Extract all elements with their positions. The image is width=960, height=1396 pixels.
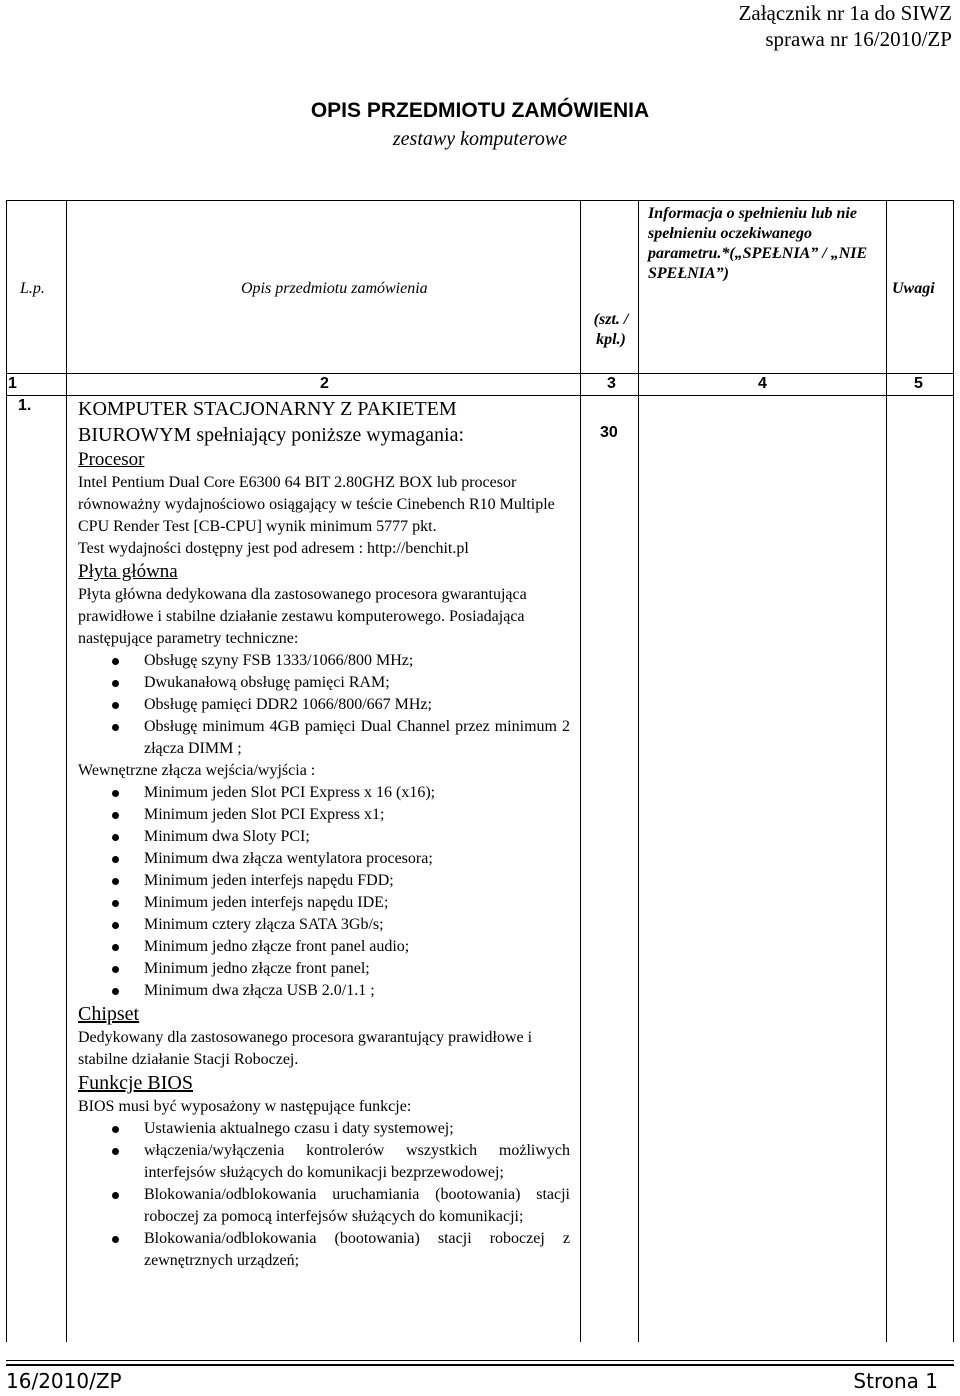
- list-item: Minimum dwa Sloty PCI;: [78, 826, 570, 848]
- list-item: Minimum jeden interfejs napędu IDE;: [78, 892, 570, 914]
- bullet-icon: [112, 878, 119, 885]
- list-item: Minimum jeden Slot PCI Express x 16 (x16);: [78, 782, 570, 804]
- table-border-right: [953, 200, 954, 1342]
- column-header-compliance: Informacja o spełnieniu lub nie spełnieniu oczekiwanego parametru.*(„SPEŁNIA” / „NIE SPEŁNIA”): [648, 205, 868, 282]
- list-item: Minimum jedno złącze front panel audio;: [78, 936, 570, 958]
- list-item: Minimum dwa złącza wentylatora procesora;: [78, 848, 570, 870]
- column-header-lp: L.p.: [20, 280, 45, 297]
- column-number-1: 1: [8, 375, 17, 392]
- list-item: Minimum jeden interfejs napędu FDD;: [78, 870, 570, 892]
- column-number-3: 3: [607, 375, 616, 392]
- item-title: KOMPUTER STACJONARNY Z PAKIETEM BIUROWYM spełniający poniższe wymagania:: [78, 398, 465, 446]
- list-item: Minimum dwa złącza USB 2.0/1.1 ;: [78, 980, 570, 1002]
- column-number-2: 2: [320, 375, 329, 392]
- section-heading-plyta: Płyta główna: [78, 561, 178, 582]
- list-item: Minimum jedno złącze front panel;: [78, 958, 570, 980]
- table-header-line: [6, 373, 954, 374]
- bullet-icon: [112, 1126, 119, 1133]
- section-heading-procesor: Procesor: [78, 449, 145, 470]
- section-heading-bios: Funkcje BIOS: [78, 1072, 193, 1094]
- list-item: Minimum cztery złącza SATA 3Gb/s;: [78, 914, 570, 936]
- bullet-icon: [112, 966, 119, 973]
- column-number-5: 5: [914, 375, 923, 392]
- procesor-test: Test wydajności dostępny jest pod adresem : http://benchit.pl: [78, 540, 469, 557]
- bios-intro: BIOS musi być wyposażony w następujące funkcje:: [78, 1098, 412, 1115]
- bullet-icon: [112, 988, 119, 995]
- bullet-icon: [112, 812, 119, 819]
- bullet-icon: [112, 1236, 119, 1243]
- list-item: Obsługę pamięci DDR2 1066/800/667 MHz;: [78, 694, 570, 716]
- chipset-text: Dedykowany dla zastosowanego procesora gwarantujący prawidłowe i stabilne działanie Stacji Roboczej.: [78, 1029, 533, 1068]
- bullet-icon: [112, 1192, 119, 1199]
- io-list: [78, 782, 570, 1002]
- list-item: Blokowania/odblokowania uruchamiania (bootowania) stacji roboczej za pomocą interfejsów służących do komunikacji;: [78, 1184, 570, 1228]
- bullet-icon: [112, 900, 119, 907]
- attachment-label: Załącznik nr 1a do SIWZ: [738, 1, 952, 25]
- plyta-text: Płyta główna dedykowana dla zastosowanego procesora gwarantująca prawidłowe i stabilne działanie zestawu komputerowego. Posiadająca następujące parametry techniczne:: [78, 586, 527, 647]
- row-number: 1.: [18, 397, 32, 414]
- footer-case-number: 16/2010/ZP: [6, 1369, 122, 1393]
- bios-list: [78, 1118, 570, 1272]
- bullet-icon: [112, 724, 119, 731]
- table-divider-lp: [66, 200, 67, 1342]
- bullet-icon: [112, 790, 119, 797]
- specification-table: [6, 200, 954, 1342]
- row-description: [78, 396, 570, 1272]
- list-item: włączenia/wyłączenia kontrolerów wszystkich możliwych interfejsów służących do komunikacji bezprzewodowej;: [78, 1140, 570, 1184]
- table-divider-unit: [638, 200, 639, 1342]
- case-number: sprawa nr 16/2010/ZP: [765, 27, 952, 51]
- io-label: Wewnętrzne złącza wejścia/wyjścia :: [78, 762, 316, 779]
- footer-divider: [6, 1360, 954, 1361]
- section-heading-chipset: Chipset: [78, 1003, 140, 1025]
- attachment-header: [739, 0, 952, 52]
- procesor-text: Intel Pentium Dual Core E6300 64 BIT 2.80GHZ BOX lub procesor równoważny wydajnościowo osiągający w teście Cinebench R10 Multiple CPU Render Test [CB-CPU] wynik minimum 5777 pkt.: [78, 474, 555, 535]
- plyta-params-list: [78, 650, 570, 760]
- bullet-icon: [112, 944, 119, 951]
- list-item: Ustawienia aktualnego czasu i daty systemowej;: [78, 1118, 570, 1140]
- footer-divider-thick: [6, 1364, 954, 1366]
- page-title: OPIS PRZEDMIOTU ZAMÓWIENIA: [310, 99, 650, 122]
- column-header-remarks: Uwagi: [892, 280, 935, 297]
- bullet-icon: [112, 1148, 119, 1155]
- column-header-unit: (szt. / kpl.): [593, 311, 629, 348]
- list-item: Obsługę minimum 4GB pamięci Dual Channel przez minimum 2 złącza DIMM ;: [78, 716, 570, 760]
- table-border-top: [6, 200, 954, 201]
- bullet-icon: [112, 834, 119, 841]
- bullet-icon: [112, 702, 119, 709]
- table-border-left: [6, 200, 7, 1342]
- footer-page-number: Strona 1: [853, 1369, 938, 1393]
- bullet-icon: [112, 856, 119, 863]
- table-divider-opis: [580, 200, 581, 1342]
- row-quantity: 30: [600, 424, 618, 441]
- bullet-icon: [112, 922, 119, 929]
- bullet-icon: [112, 680, 119, 687]
- column-number-4: 4: [758, 375, 767, 392]
- page-subtitle: zestawy komputerowe: [392, 128, 568, 150]
- table-divider-info: [886, 200, 887, 1342]
- list-item: Obsługę szyny FSB 1333/1066/800 MHz;: [78, 650, 570, 672]
- list-item: Dwukanałową obsługę pamięci RAM;: [78, 672, 570, 694]
- column-header-description: Opis przedmiotu zamówienia: [241, 280, 428, 297]
- bullet-icon: [112, 658, 119, 665]
- list-item: Blokowania/odblokowania (bootowania) stacji roboczej z zewnętrznych urządzeń;: [78, 1228, 570, 1272]
- list-item: Minimum jeden Slot PCI Express x1;: [78, 804, 570, 826]
